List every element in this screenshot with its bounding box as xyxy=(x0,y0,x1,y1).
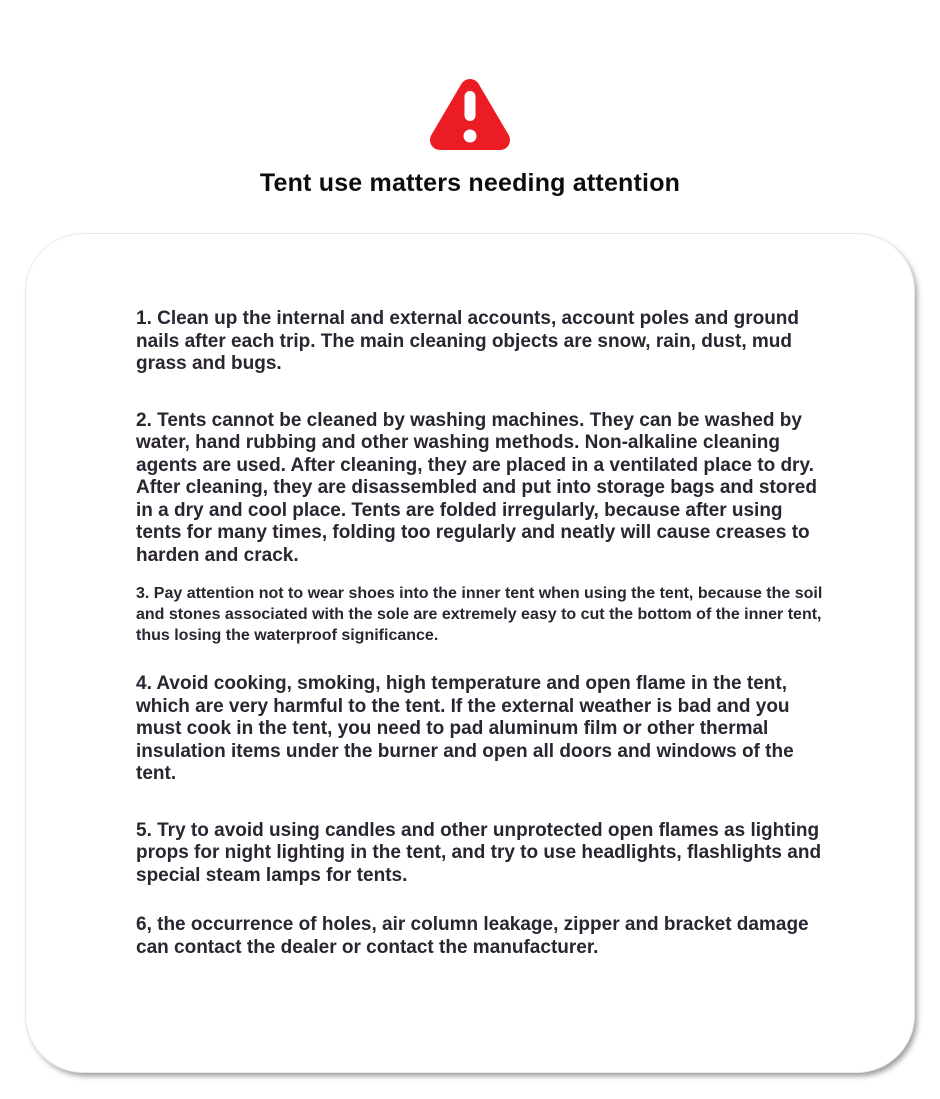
warning-icon xyxy=(428,76,512,154)
page-title: Tent use matters needing attention xyxy=(259,169,681,197)
notice-card xyxy=(25,233,915,1073)
paragraph-1-cleaning: 1. Clean up the internal and external accounts, account poles and ground nails after each trip. The main cleaning objects are snow, rain, dust, mud grass and bugs. xyxy=(136,308,800,374)
paragraph-4-open-flame: 4. Avoid cooking, smoking, high temperature and open flame in the tent, which are very harmful to the tent. If the external weather is bad and you must cook in the tent, you need to pad aluminum film or other thermal insulation items under the burner and open all doors and windows of the tent. xyxy=(136,673,794,784)
paragraph-6-damage-contact: 6, the occurrence of holes, air column leakage, zipper and bracket damage can contact the dealer or contact the manufacturer. xyxy=(136,914,809,958)
paragraph-2-washing: 2. Tents cannot be cleaned by washing machines. They can be washed by water, hand rubbing and other washing methods. Non-alkaline cleaning agents are used. After cleaning, they are placed in a ventilated place to dry. After cleaning, they are disassembled and put into storage bags and stored in a dry and cool place. Tents are folded irregularly, because after using tents for many times, folding too regularly and neatly will cause creases to harden and crack. xyxy=(136,409,817,566)
notice-header xyxy=(0,0,940,198)
paragraph-5-lighting: 5. Try to avoid using candles and other unprotected open flames as lighting props for night lighting in the tent, and try to use headlights, flashlights and special steam lamps for tents. xyxy=(136,819,822,886)
paragraph-3-shoes: 3. Pay attention not to wear shoes into the inner tent when using the tent, because the soil and stones associated with the sole are extremely easy to cut the bottom of the inner tent, thus losing the waterproof significance. xyxy=(136,585,823,644)
